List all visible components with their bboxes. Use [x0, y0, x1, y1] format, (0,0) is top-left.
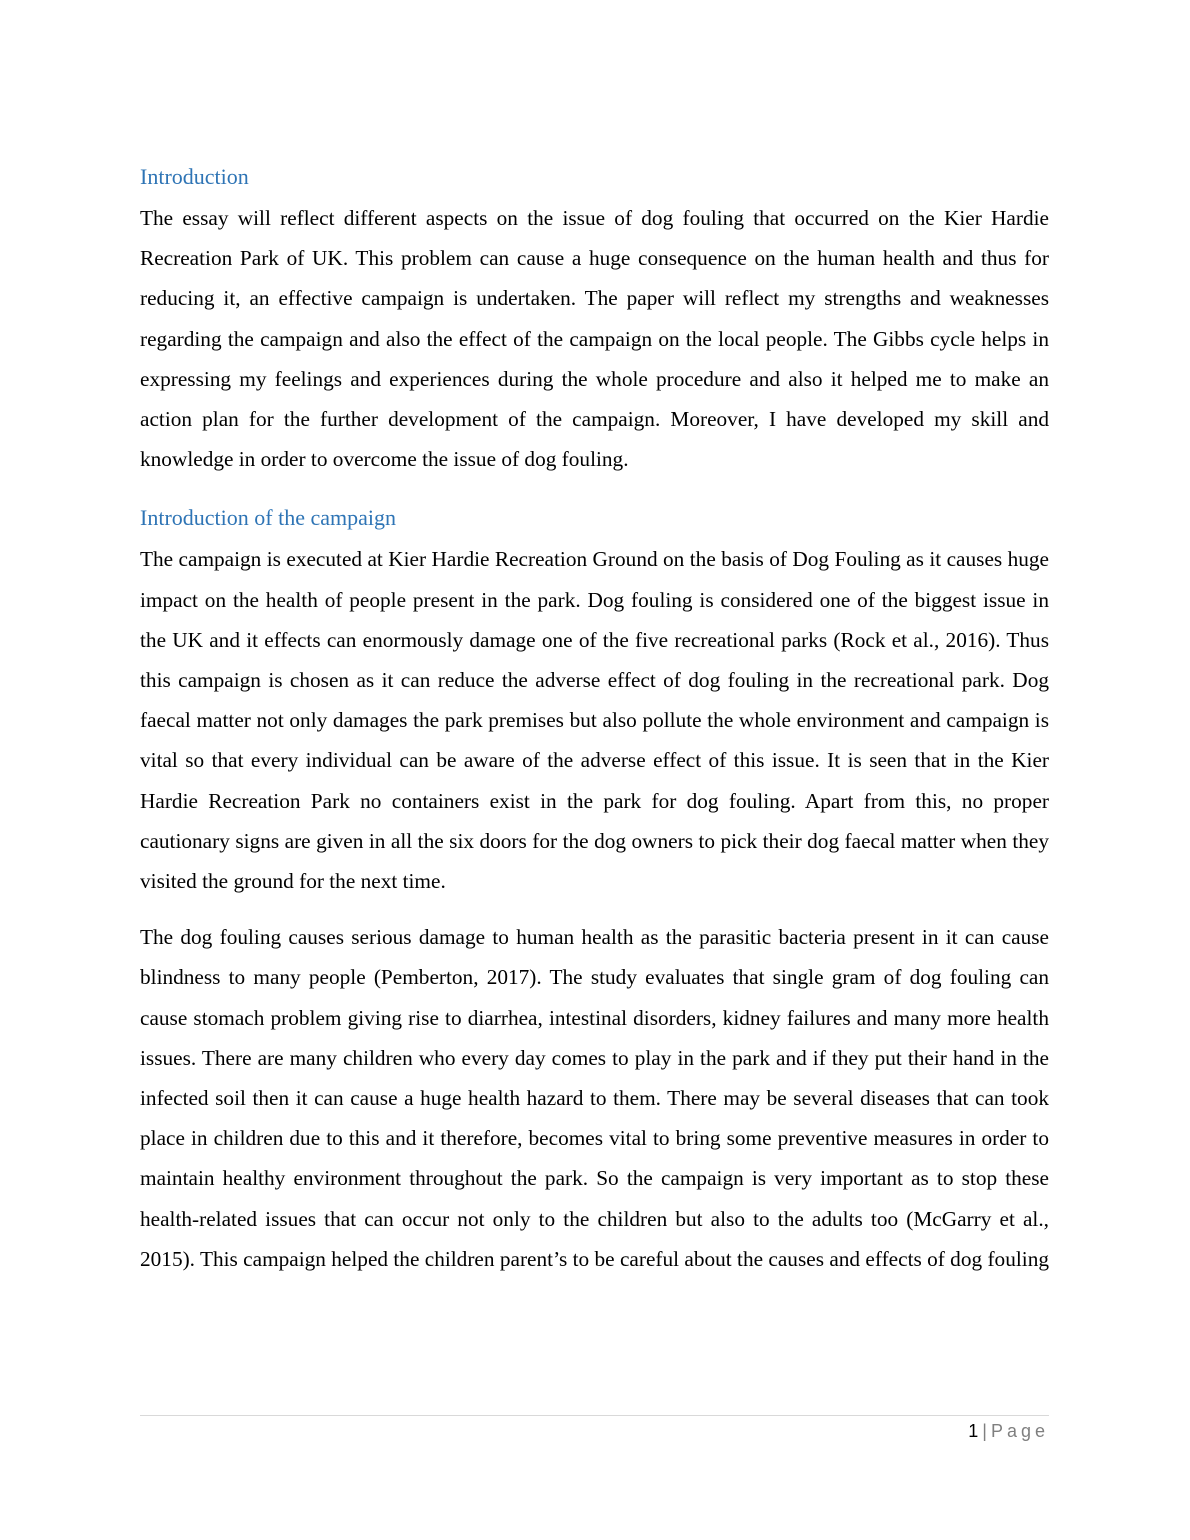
section-heading-introduction: Introduction: [140, 164, 249, 189]
page-label: Page: [990, 1421, 1049, 1441]
section-spacer: [140, 479, 1049, 501]
campaign-paragraph-2: The dog fouling causes serious damage to human health as the parasitic bacteria present in it can cause blindness to many people (Pemberton, 2017). The study evaluates that single gram of dog fouling can cause stomach problem giving rise to diarrhea, intestinal disorders, kidney failures and many more health issues. There are many children who every day comes to play in the park and if they put their hand in the infected soil then it can cause a huge health hazard to them. There may be several diseases that can took place in children due to this and it therefore, becomes vital to bring some preventive measures in order to maintain healthy environment throughout the park. So the campaign is very important as to stop these health-related issues that can occur not only to the children but also to the adults too (McGarry et al., 2015). This campaign helped the children parent’s to be careful about the causes and effects of dog fouling: [140, 925, 1049, 1271]
introduction-paragraph: The essay will reflect different aspects on the issue of dog fouling that occurred on the Kier Hardie Recreation Park of UK. This problem can cause a huge consequence on the human health and thus for reducing it, an effective campaign is undertaken. The paper will reflect my strengths and weaknesses regarding the campaign and also the effect of the campaign on the local people. The Gibbs cycle helps in expressing my feelings and experiences during the whole procedure and also it helped me to make an action plan for the further development of the campaign. Moreover, I have developed my skill and knowledge in order to overcome the issue of dog fouling.: [140, 206, 1049, 472]
page-footer: [968, 1419, 1049, 1443]
section-heading-campaign: Introduction of the campaign: [140, 505, 396, 531]
page-number: 1: [968, 1421, 979, 1441]
document-body: [140, 160, 1049, 1279]
campaign-paragraph-1: The campaign is executed at Kier Hardie Recreation Ground on the basis of Dog Fouling as it causes huge impact on the health of people present in the park. Dog fouling is considered one of the biggest issue in the UK and it effects can enormously damage one of the five recreational parks (Rock et al., 2016). Thus this campaign is chosen as it can reduce the adverse effect of dog fouling in the recreational park. Dog faecal matter not only damages the park premises but also pollute the whole environment and campaign is vital so that every individual can be aware of the adverse effect of this issue. It is seen that in the Kier Hardie Recreation Park no containers exist in the park for dog fouling. Apart from this, no proper cautionary signs are given in all the six doors for the dog owners to pick their dog faecal matter when they visited the ground for the next time.: [140, 547, 1049, 894]
footer-separator: |: [982, 1421, 987, 1441]
footer-divider: [140, 1415, 1049, 1416]
paragraph-spacer: [140, 901, 1049, 917]
